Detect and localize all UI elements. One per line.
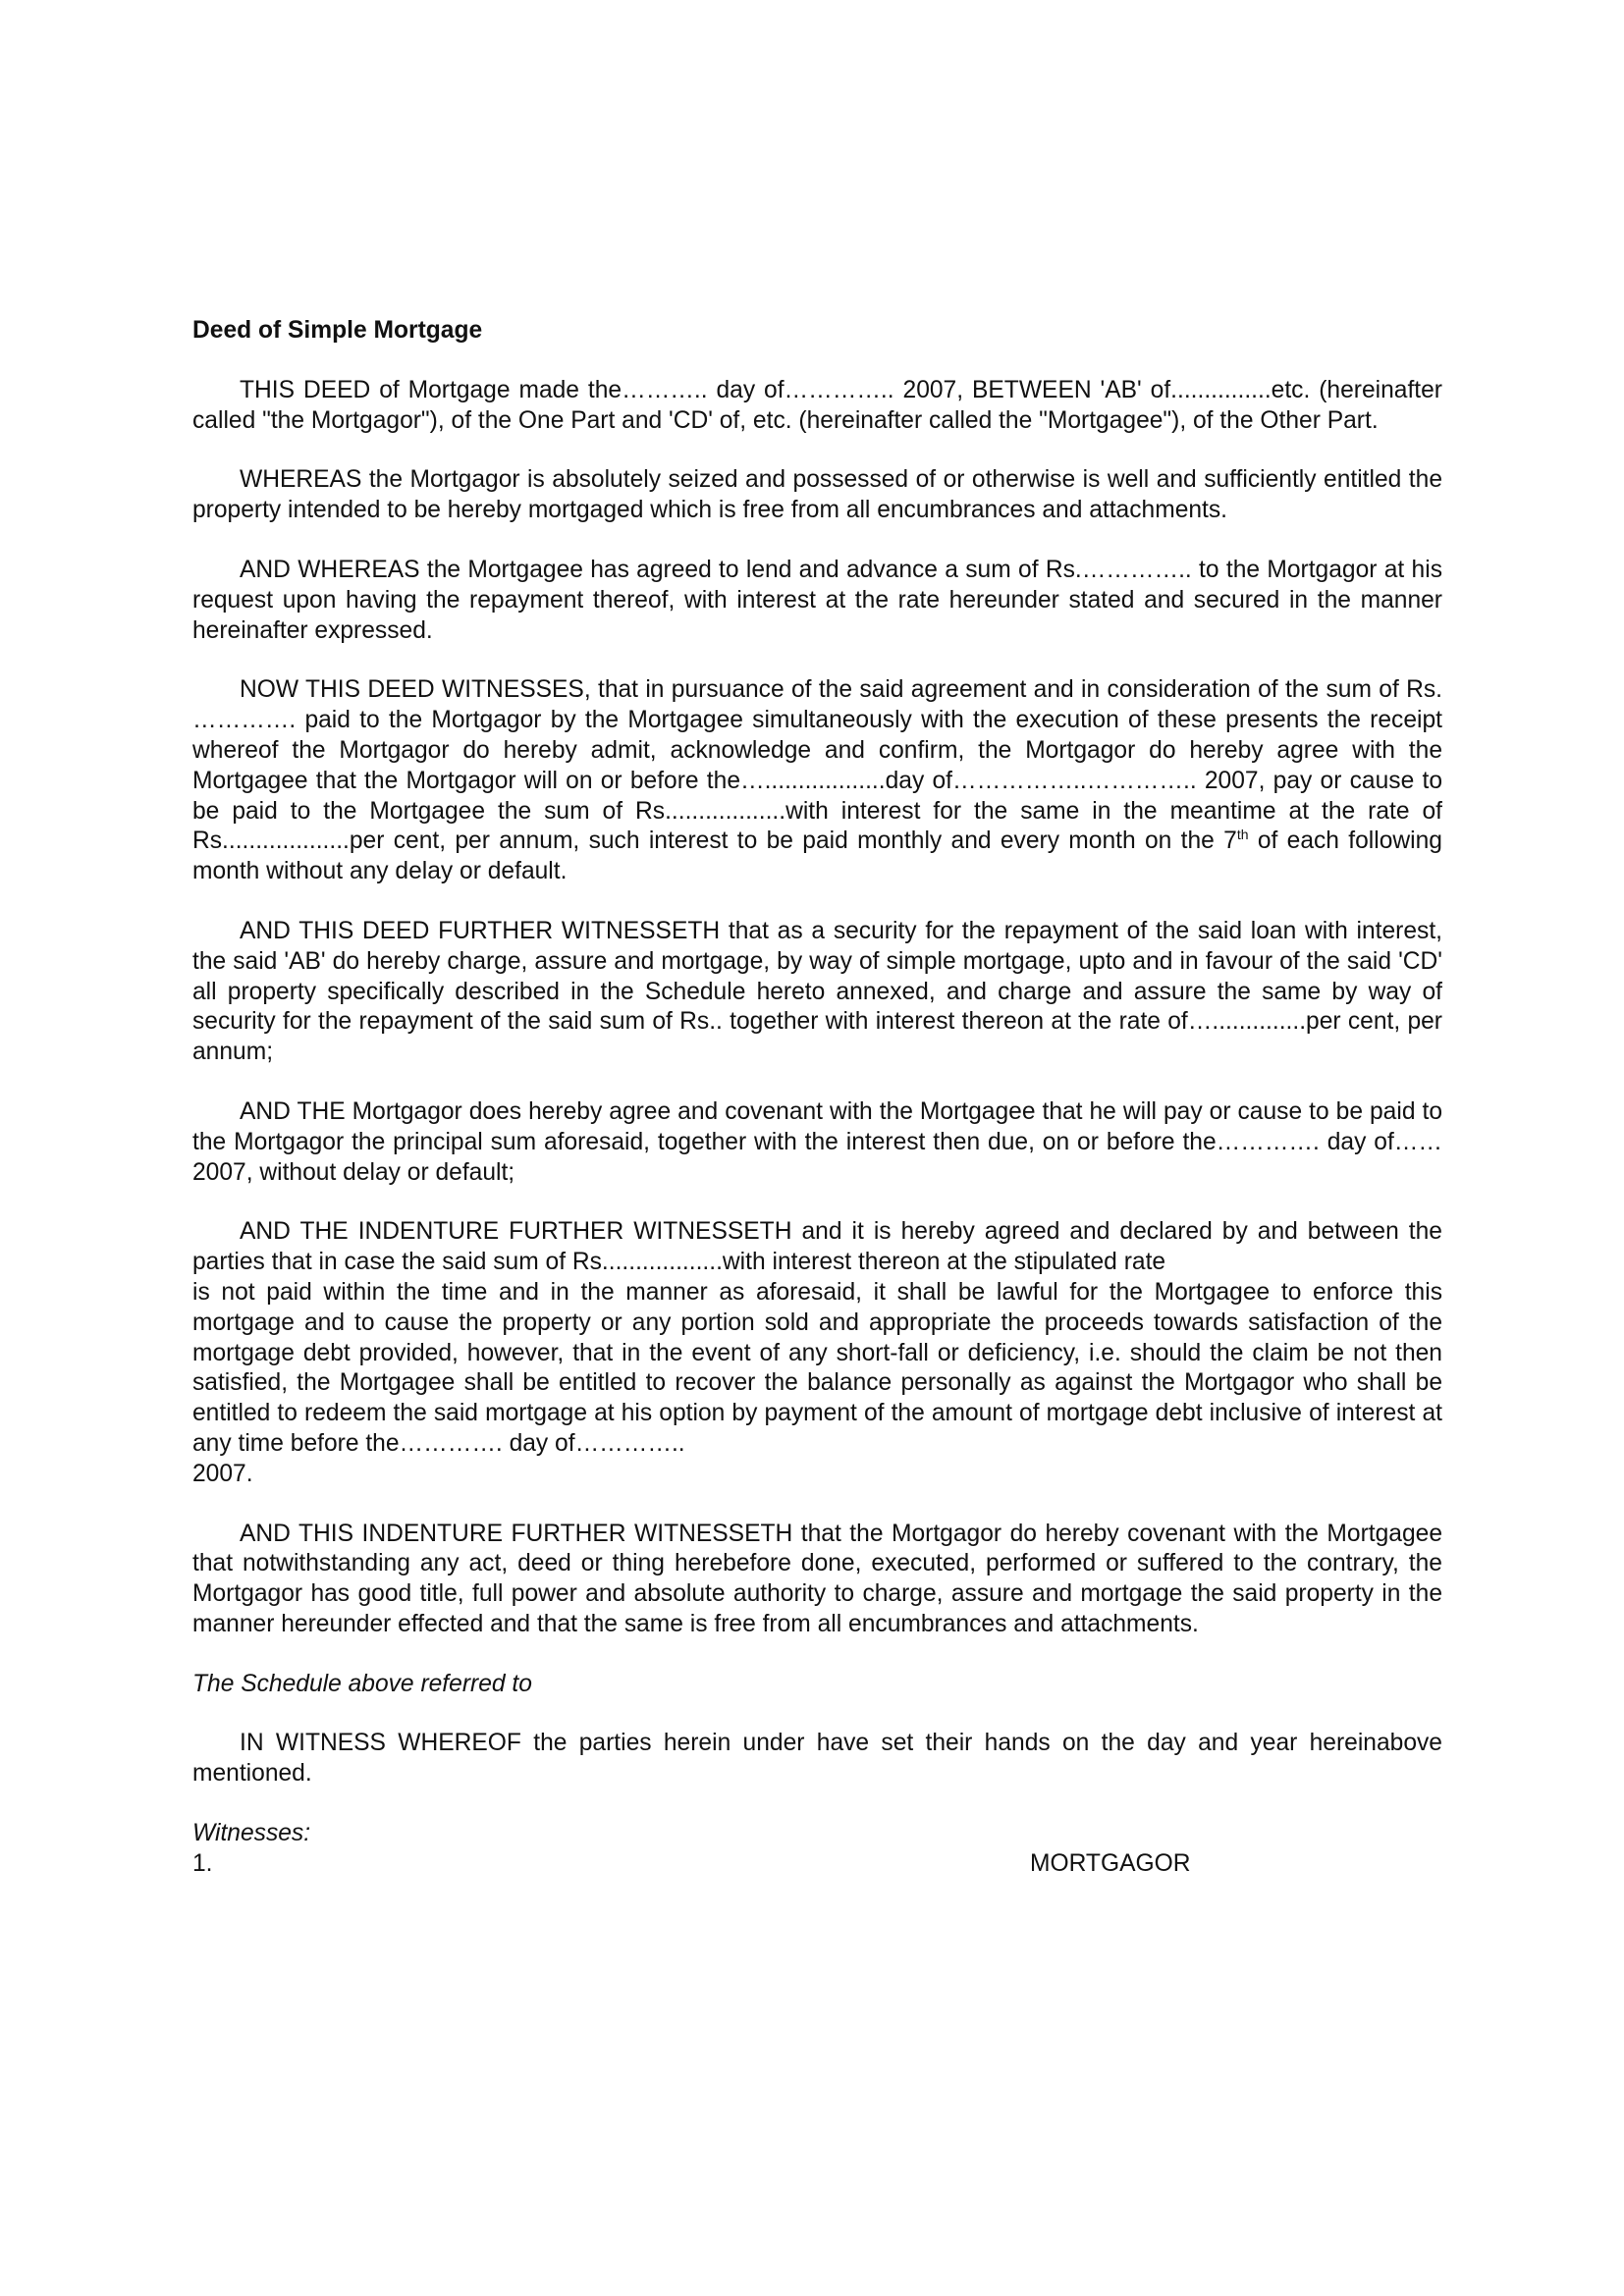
indenture-enforcement-paragraph: [192, 1217, 1442, 1489]
indenture-enforcement-line-1: AND THE INDENTURE FURTHER WITNESSETH and it is hereby agreed and declared by and between the parties that in case the said sum of Rs..................with interest thereon at the stipulated rate: [192, 1218, 1442, 1276]
indenture-enforcement-line-3: 2007.: [192, 1460, 253, 1487]
deed-opening-paragraph: THIS DEED of Mortgage made the……….. day of………….. 2007, BETWEEN 'AB' of...............etc. (hereinafter called "the Mortgagor"), of the One Part and 'CD' of, etc. (hereinafter called the "Mortgagee"), of the Other Part.: [192, 376, 1442, 434]
witnesses-agreement-paragraph: [192, 675, 1442, 887]
witnesses-agreement-text-end: of each following month without any delay or default.: [192, 828, 1442, 885]
deed-document: [192, 316, 1442, 1880]
schedule-heading: The Schedule above referred to: [192, 1670, 532, 1697]
document-title: Deed of Simple Mortgage: [192, 317, 483, 344]
security-charge-paragraph: AND THIS DEED FURTHER WITNESSETH that as a security for the repayment of the said loan with interest, the said 'AB' do hereby charge, assure and mortgage, by way of simple mortgage, upto and in favour of the said 'CD' all property specifically described in the Schedule hereto annexed, and charge and assure the same by way of security for the repayment of the said sum of Rs.. together with interest thereon at the rate of…..............per cent, per annum;: [192, 917, 1442, 1066]
witnesses-label: Witnesses:: [192, 1820, 311, 1847]
signature-row: [192, 1849, 1442, 1880]
mortgagor-label: MORTGAGOR: [1030, 1849, 1191, 1877]
indenture-enforcement-line-2: is not paid within the time and in the manner as aforesaid, it shall be lawful for the Mortgagee to enforce this mortgage and to cause the property or any portion sold and appropriate the proceeds towards satisfaction of the mortgage debt provided, however, that in the event of any short-fall or deficiency, i.e. should the claim be not then satisfied, the Mortgagee shall be entitled to recover the balance personally as against the Mortgagor who shall be entitled to redeem the said mortgage at his option by payment of the amount of mortgage debt inclusive of interest at any time before the…………. day of…………..: [192, 1278, 1442, 1457]
title-covenant-paragraph: AND THIS INDENTURE FURTHER WITNESSETH that the Mortgagor do hereby covenant with the Mortgagee that notwithstanding any act, deed or thing herebefore done, executed, performed or suffered to the contrary, the Mortgagor has good title, full power and absolute authority to charge, assure and mortgage the said property in the manner hereunder effected and that the same is free from all encumbrances and attachments.: [192, 1520, 1442, 1637]
in-witness-paragraph: IN WITNESS WHEREOF the parties herein under have set their hands on the day and year hereinabove mentioned.: [192, 1730, 1442, 1788]
covenant-repayment-paragraph: AND THE Mortgagor does hereby agree and covenant with the Mortgagee that he will pay or cause to be paid to the Mortgagor the principal sum aforesaid, together with the interest then due, on or before the…………. day of……2007, without delay or default;: [192, 1097, 1442, 1186]
witness-1-label: 1.: [192, 1849, 213, 1877]
whereas-paragraph: WHEREAS the Mortgagor is absolutely seized and possessed of or otherwise is well and sufficiently entitled the property intended to be hereby mortgaged which is free from all encumbrances and attachments.: [192, 466, 1442, 524]
and-whereas-paragraph: AND WHEREAS the Mortgagee has agreed to lend and advance a sum of Rs.………….. to the Mortgagor at his request upon having the repayment thereof, with interest at the rate hereunder stated and secured in the manner hereinafter expressed.: [192, 556, 1442, 644]
witnesses-agreement-text: NOW THIS DEED WITNESSES, that in pursuance of the said agreement and in consideration of the sum of Rs. …………. paid to the Mortgagor by the Mortgagee simultaneously with the execution of these presents the receipt whereof the Mortgagor do hereby admit, acknowledge and confirm, the Mortgagor do hereby agree with the Mortgagee that the Mortgagor will on or before the…..................day of……………..………….. 2007, pay or cause to be paid to the Mortgagee the sum of Rs..................with interest for the same in the meantime at the rate of Rs...................per cent, per annum, such interest to be paid monthly and every month on the 7: [192, 676, 1442, 855]
ordinal-suffix: th: [1236, 827, 1249, 843]
